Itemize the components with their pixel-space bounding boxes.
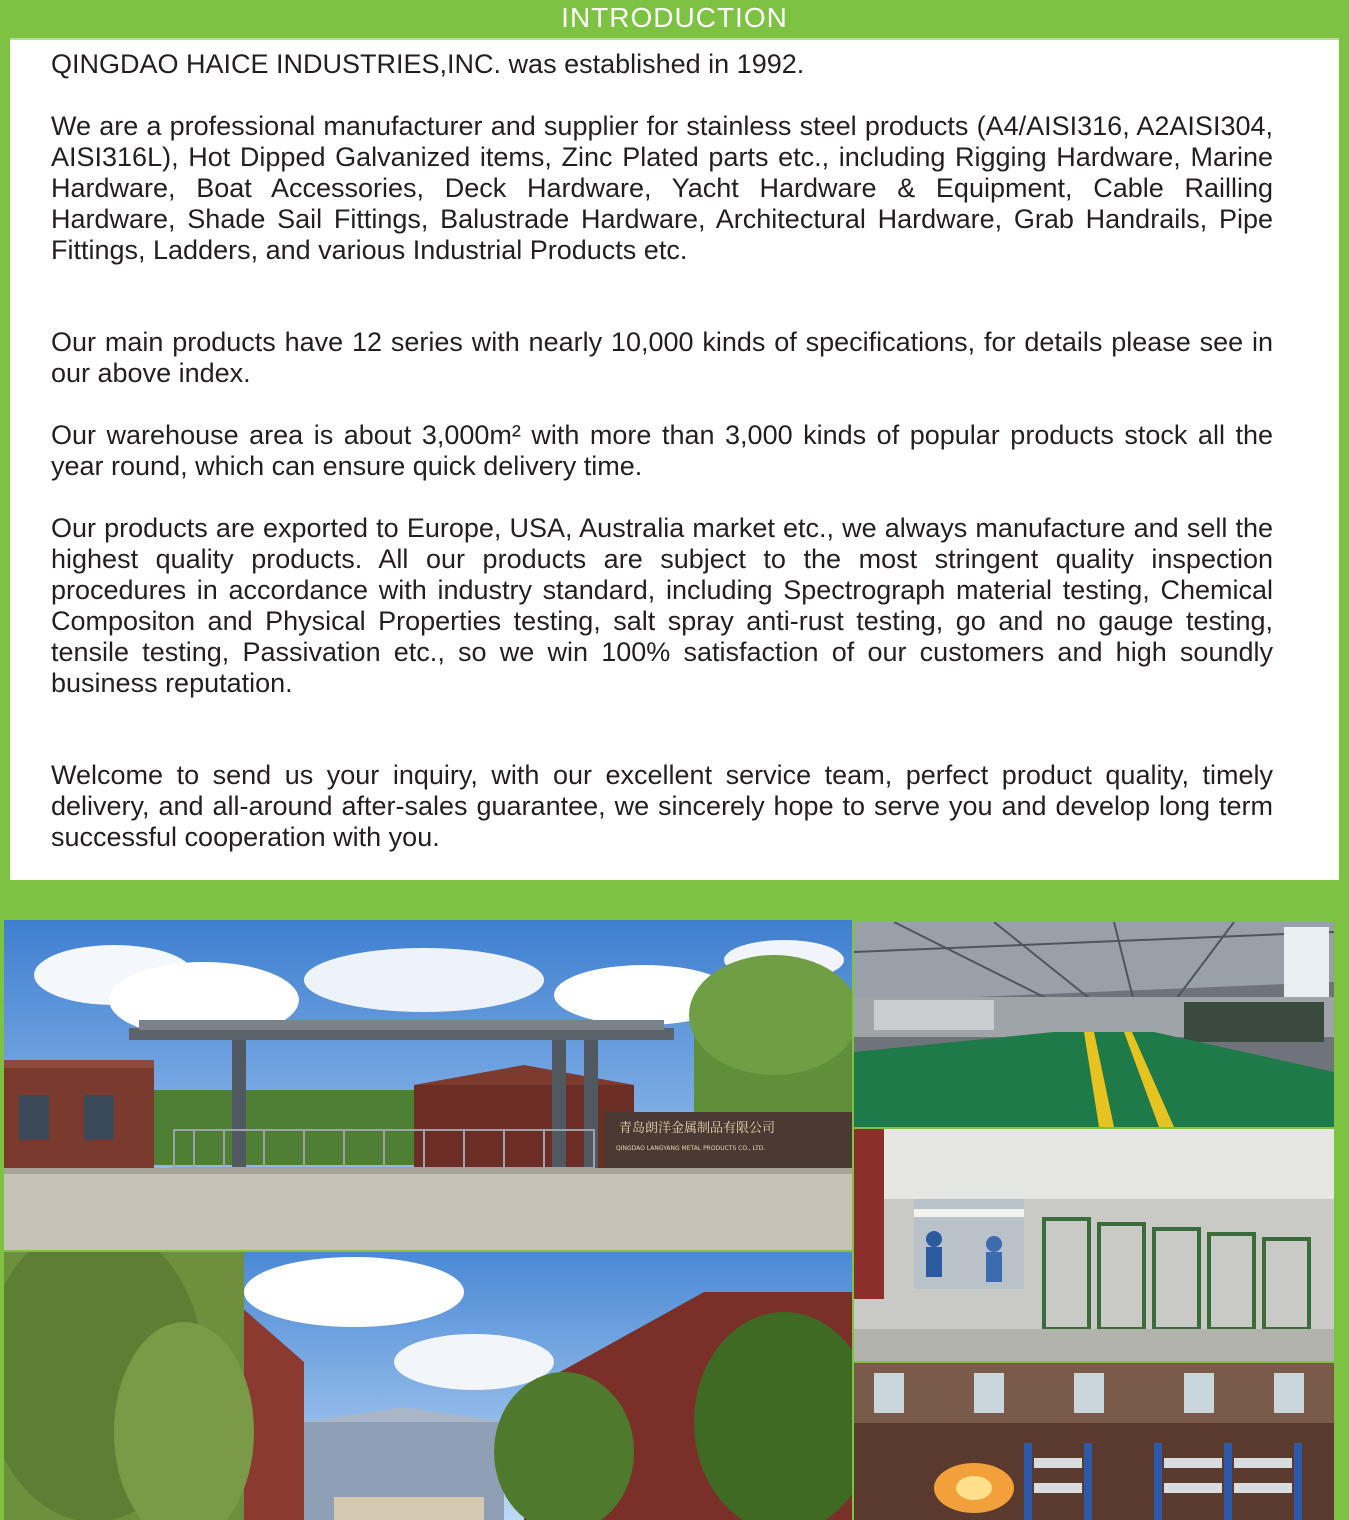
gate-sign-english: QINGDAO LANGYANG METAL PRODUCTS CO., LTD. bbox=[616, 1145, 766, 1152]
introduction-panel bbox=[10, 38, 1339, 880]
intro-paragraph-6: Welcome to send us your inquiry, with our excellent service team, perfect product quality, timely delivery, and all-around after-sales guarantee, we sincerely hope to serve you and develop long term successful cooperation with you. bbox=[51, 760, 1273, 852]
factory-buildings-photo bbox=[4, 1252, 852, 1520]
intro-paragraph-1: QINGDAO HAICE INDUSTRIES,INC. was established in 1992. bbox=[51, 49, 805, 79]
intro-paragraph-5: Our products are exported to Europe, USA, Australia market etc., we always manufacture and sell the highest quality products. All our products are subject to the most stringent quality inspection procedures in accordance with industry standard, including Spectrograph material testing, Chemical Compositon and Physical Properties testing, salt spray anti-rust testing, go and no gauge testing, tensile testing, Passivation etc., so we win 100% satisfaction of our customers and high soundly business reputation. bbox=[51, 513, 1273, 698]
intro-paragraph-2: We are a professional manufacturer and supplier for stainless steel products (A4/AISI316, A2AISI304, AISI316L), Hot Dipped Galvanized items, Zinc Plated parts etc., including Rigging Hardware, Marine Hardware, Boat Accessories, Deck Hardware, Yacht Hardware & Equipment, Cable Railling Hardware, Shade Sail Fittings, Balustrade Hardware, Architectural Hardware, Grab Handrails, Pipe Fittings, Ladders, and various Industrial Products etc. bbox=[51, 111, 1273, 265]
intro-paragraph-4: Our warehouse area is about 3,000m² with more than 3,000 kinds of popular products stock all the year round, which can ensure quick delivery time. bbox=[51, 420, 1273, 481]
intro-paragraph-3: Our main products have 12 series with nearly 10,000 kinds of specifications, for details please see in our above index. bbox=[51, 327, 1273, 388]
gate-sign-chinese: 青岛朗洋金属制品有限公司 bbox=[619, 1121, 776, 1136]
assembly-workshop-photo bbox=[854, 1129, 1334, 1361]
factory-gate-photo bbox=[4, 920, 852, 1250]
workshop-floor-photo bbox=[854, 922, 1334, 1127]
forging-workshop-photo bbox=[854, 1363, 1334, 1520]
section-title: INTRODUCTION bbox=[561, 2, 788, 33]
